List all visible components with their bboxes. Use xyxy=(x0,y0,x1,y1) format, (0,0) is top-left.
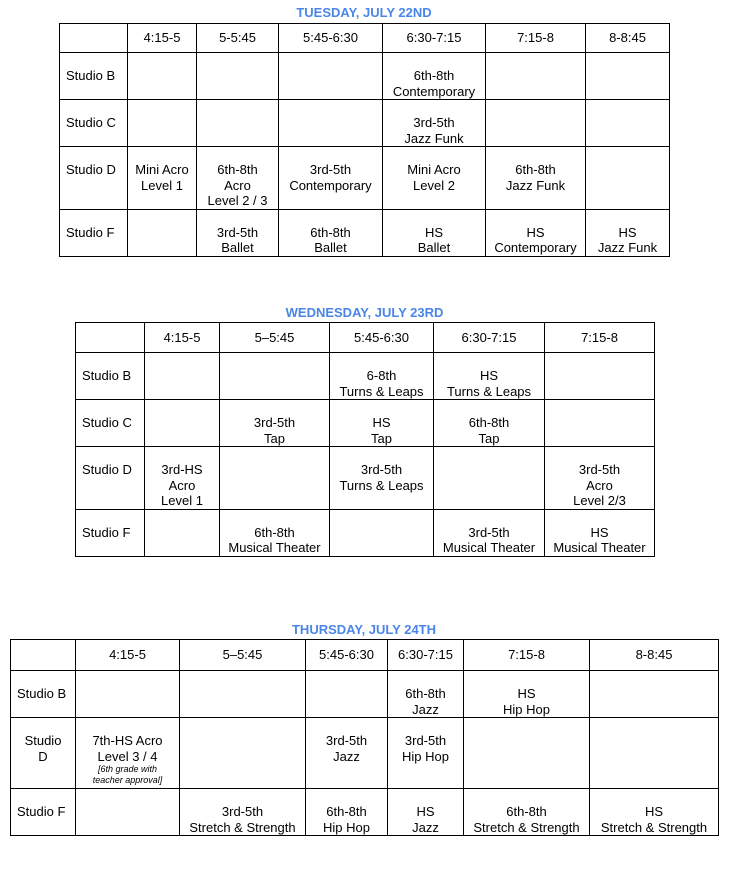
class-line: 6th-8th xyxy=(405,686,446,701)
empty-cell xyxy=(464,718,590,789)
class-line: Tap xyxy=(478,430,500,446)
time-slot-header: 5–5:45 xyxy=(220,323,330,353)
class-cell xyxy=(306,718,388,789)
time-slot-header: 5-5:45 xyxy=(197,24,279,53)
class-line: Contemporary xyxy=(392,83,476,99)
studio-row xyxy=(60,100,670,147)
class-line: 3rd-5th xyxy=(216,224,259,240)
time-slot-header: 6:30-7:15 xyxy=(383,24,486,53)
class-line: Jazz Funk xyxy=(597,240,658,255)
class-line: Acro xyxy=(586,477,613,493)
class-line: Jazz xyxy=(412,819,439,835)
class-line: 6th-8th xyxy=(413,68,455,83)
wednesday-schedule-table xyxy=(75,322,655,557)
class-cell xyxy=(590,789,719,836)
time-slot-header: 4:15-5 xyxy=(76,640,180,671)
class-line: HS xyxy=(424,224,444,240)
class-line: 6th-8th xyxy=(515,162,556,177)
studio-row xyxy=(60,53,670,100)
class-line: 6th-8th xyxy=(217,162,258,177)
thursday-title: THURSDAY, JULY 24TH xyxy=(291,622,436,637)
class-cell xyxy=(388,789,464,836)
empty-cell xyxy=(586,100,670,147)
tuesday-schedule-table xyxy=(59,23,670,257)
empty-cell xyxy=(128,53,197,100)
class-line: HS xyxy=(618,224,637,240)
class-line: 3rd-5th xyxy=(413,115,455,130)
studio-label-line: Studio B xyxy=(17,686,67,701)
empty-cell xyxy=(220,447,330,510)
approval-note: teacher approval] xyxy=(92,775,163,785)
class-cell xyxy=(128,147,197,210)
studio-label-line: Studio F xyxy=(17,804,66,819)
class-line: Jazz xyxy=(412,701,439,717)
empty-cell xyxy=(220,353,330,400)
empty-cell xyxy=(545,353,655,400)
class-cell xyxy=(464,789,590,836)
class-line: Level 1 xyxy=(161,493,203,508)
studio-row xyxy=(11,789,719,836)
class-line: 3rd-5th xyxy=(468,524,510,540)
studio-label xyxy=(60,53,128,100)
approval-note: [6th grade with xyxy=(97,764,158,774)
studio-row xyxy=(76,509,655,556)
studio-label xyxy=(11,718,76,789)
class-line: 3rd-5th xyxy=(578,462,621,477)
empty-cell xyxy=(197,100,279,147)
class-line: 3rd-5th xyxy=(360,462,403,477)
class-cell xyxy=(180,789,306,836)
time-slot-header: 8-8:45 xyxy=(586,24,670,53)
class-cell xyxy=(388,671,464,718)
class-line: Level 2/3 xyxy=(573,493,626,508)
class-line: Turns & Leaps xyxy=(446,383,532,399)
class-line: Level 1 xyxy=(141,177,183,193)
class-line: Hip Hop xyxy=(503,701,550,717)
corner-cell xyxy=(60,24,128,53)
empty-cell xyxy=(590,718,719,789)
class-line: Stretch & Strength xyxy=(600,819,708,835)
class-line: 6th-8th xyxy=(468,415,510,430)
class-cell xyxy=(545,509,655,556)
header-row xyxy=(11,640,719,671)
class-line: HS xyxy=(590,524,609,540)
studio-label xyxy=(76,353,145,400)
class-cell xyxy=(464,671,590,718)
studio-row xyxy=(60,209,670,256)
studio-row xyxy=(11,671,719,718)
studio-row xyxy=(11,718,719,789)
class-cell xyxy=(279,209,383,256)
empty-cell xyxy=(486,53,586,100)
class-line: Hip Hop xyxy=(402,748,449,764)
class-line: HS xyxy=(372,415,391,430)
tuesday-title: TUESDAY, JULY 22ND xyxy=(296,5,432,20)
studio-row xyxy=(76,353,655,400)
empty-cell xyxy=(586,147,670,210)
class-line: Ballet xyxy=(221,240,254,255)
thursday-schedule-table xyxy=(10,639,719,836)
empty-cell xyxy=(180,671,306,718)
class-line: 3rd-HS xyxy=(161,462,203,477)
studio-label-line: Studio F xyxy=(82,524,131,540)
studio-label-line: Studio C xyxy=(82,415,132,430)
class-line: HS xyxy=(644,804,664,819)
time-slot-header: 7:15-8 xyxy=(464,640,590,671)
class-line: Mini Acro xyxy=(135,162,189,177)
class-line: Turns & Leaps xyxy=(339,383,424,399)
class-cell xyxy=(279,147,383,210)
class-cell xyxy=(220,400,330,447)
class-cell xyxy=(434,400,545,447)
empty-cell xyxy=(306,671,388,718)
studio-label-line: Studio xyxy=(24,733,62,748)
class-line: Contemporary xyxy=(494,240,577,255)
class-line: HS xyxy=(416,804,435,819)
class-line: Stretch & Strength xyxy=(473,819,580,835)
time-slot-header: 4:15-5 xyxy=(145,323,220,353)
corner-cell xyxy=(76,323,145,353)
class-line: Level 3 / 4 xyxy=(97,748,158,764)
studio-label xyxy=(60,147,128,210)
class-line: Tap xyxy=(264,430,285,446)
studio-label-line: Studio B xyxy=(66,68,116,83)
class-cell xyxy=(330,353,434,400)
class-cell xyxy=(197,147,279,210)
class-cell xyxy=(434,509,545,556)
studio-label xyxy=(76,400,145,447)
empty-cell xyxy=(486,100,586,147)
class-line: Acro xyxy=(224,177,251,193)
class-line: 6th-8th xyxy=(310,224,351,240)
studio-label xyxy=(11,671,76,718)
time-slot-header: 5–5:45 xyxy=(180,640,306,671)
time-slot-header: 6:30-7:15 xyxy=(434,323,545,353)
class-line: Musical Theater xyxy=(553,540,646,555)
studio-label-line: Studio B xyxy=(82,368,132,383)
class-line: Musical Theater xyxy=(228,540,321,555)
class-cell xyxy=(197,209,279,256)
class-line: Jazz Funk xyxy=(404,130,464,146)
empty-cell xyxy=(76,789,180,836)
class-cell xyxy=(330,447,434,510)
studio-label xyxy=(76,447,145,510)
class-line: 3rd-5th xyxy=(404,733,447,748)
class-line: 6-8th xyxy=(366,368,397,383)
empty-cell xyxy=(197,53,279,100)
time-slot-header: 7:15-8 xyxy=(545,323,655,353)
class-cell xyxy=(145,447,220,510)
empty-cell xyxy=(434,447,545,510)
time-slot-header: 4:15-5 xyxy=(128,24,197,53)
class-cell xyxy=(76,718,180,789)
class-cell xyxy=(383,209,486,256)
empty-cell xyxy=(279,53,383,100)
time-slot-header: 5:45-6:30 xyxy=(330,323,434,353)
class-cell xyxy=(486,209,586,256)
class-cell xyxy=(383,147,486,210)
class-cell xyxy=(388,718,464,789)
empty-cell xyxy=(128,100,197,147)
studio-row xyxy=(76,400,655,447)
studio-label xyxy=(60,100,128,147)
class-line: 3rd-5th xyxy=(221,804,264,819)
class-line: 6th-8th xyxy=(326,804,367,819)
time-slot-header: 5:45-6:30 xyxy=(306,640,388,671)
class-line: Acro xyxy=(168,477,196,493)
time-slot-header: 7:15-8 xyxy=(486,24,586,53)
class-line: Contemporary xyxy=(289,177,372,193)
class-line: 3rd-5th xyxy=(253,415,296,430)
studio-label-line: Studio D xyxy=(82,462,132,477)
empty-cell xyxy=(330,509,434,556)
header-row xyxy=(60,24,670,53)
class-cell xyxy=(586,209,670,256)
studio-label xyxy=(60,209,128,256)
empty-cell xyxy=(590,671,719,718)
class-line: Level 2 xyxy=(413,177,455,193)
class-line: 3rd-5th xyxy=(325,733,368,748)
header-row xyxy=(76,323,655,353)
time-slot-header: 5:45-6:30 xyxy=(279,24,383,53)
corner-cell xyxy=(11,640,76,671)
class-line: 7th-HS Acro xyxy=(92,733,163,748)
studio-label-line: Studio C xyxy=(66,115,116,130)
empty-cell xyxy=(76,671,180,718)
class-cell xyxy=(330,400,434,447)
class-line: Stretch & Strength xyxy=(189,819,296,835)
class-line: Jazz Funk xyxy=(505,177,566,193)
class-line: Ballet xyxy=(417,240,451,255)
class-line: 6th-8th xyxy=(254,524,295,540)
class-cell xyxy=(545,447,655,510)
empty-cell xyxy=(145,353,220,400)
empty-cell xyxy=(586,53,670,100)
class-cell xyxy=(306,789,388,836)
class-line: Jazz xyxy=(333,748,360,764)
class-line: Turns & Leaps xyxy=(339,477,424,493)
class-line: Tap xyxy=(371,430,392,446)
empty-cell xyxy=(545,400,655,447)
class-line: 3rd-5th xyxy=(309,162,352,177)
studio-label-line: Studio F xyxy=(66,224,115,240)
class-line: HS xyxy=(479,368,499,383)
wednesday-title: WEDNESDAY, JULY 23RD xyxy=(285,305,444,320)
studio-row xyxy=(60,147,670,210)
empty-cell xyxy=(180,718,306,789)
empty-cell xyxy=(128,209,197,256)
empty-cell xyxy=(145,400,220,447)
time-slot-header: 6:30-7:15 xyxy=(388,640,464,671)
class-cell xyxy=(486,147,586,210)
empty-cell xyxy=(145,509,220,556)
studio-label-line: D xyxy=(38,748,48,764)
studio-label xyxy=(76,509,145,556)
class-line: Hip Hop xyxy=(323,819,370,835)
class-line: Mini Acro xyxy=(407,162,461,177)
class-line: Musical Theater xyxy=(442,540,536,555)
time-slot-header: 8-8:45 xyxy=(590,640,719,671)
studio-label-line: Studio D xyxy=(66,162,116,177)
empty-cell xyxy=(279,100,383,147)
class-line: HS xyxy=(526,224,545,240)
class-line: HS xyxy=(517,686,536,701)
studio-label xyxy=(11,789,76,836)
class-line: 6th-8th xyxy=(506,804,547,819)
class-line: Level 2 / 3 xyxy=(207,193,268,208)
class-cell xyxy=(220,509,330,556)
class-line: Ballet xyxy=(314,240,347,255)
class-cell xyxy=(383,53,486,100)
class-cell xyxy=(434,353,545,400)
class-cell xyxy=(383,100,486,147)
studio-row xyxy=(76,447,655,510)
